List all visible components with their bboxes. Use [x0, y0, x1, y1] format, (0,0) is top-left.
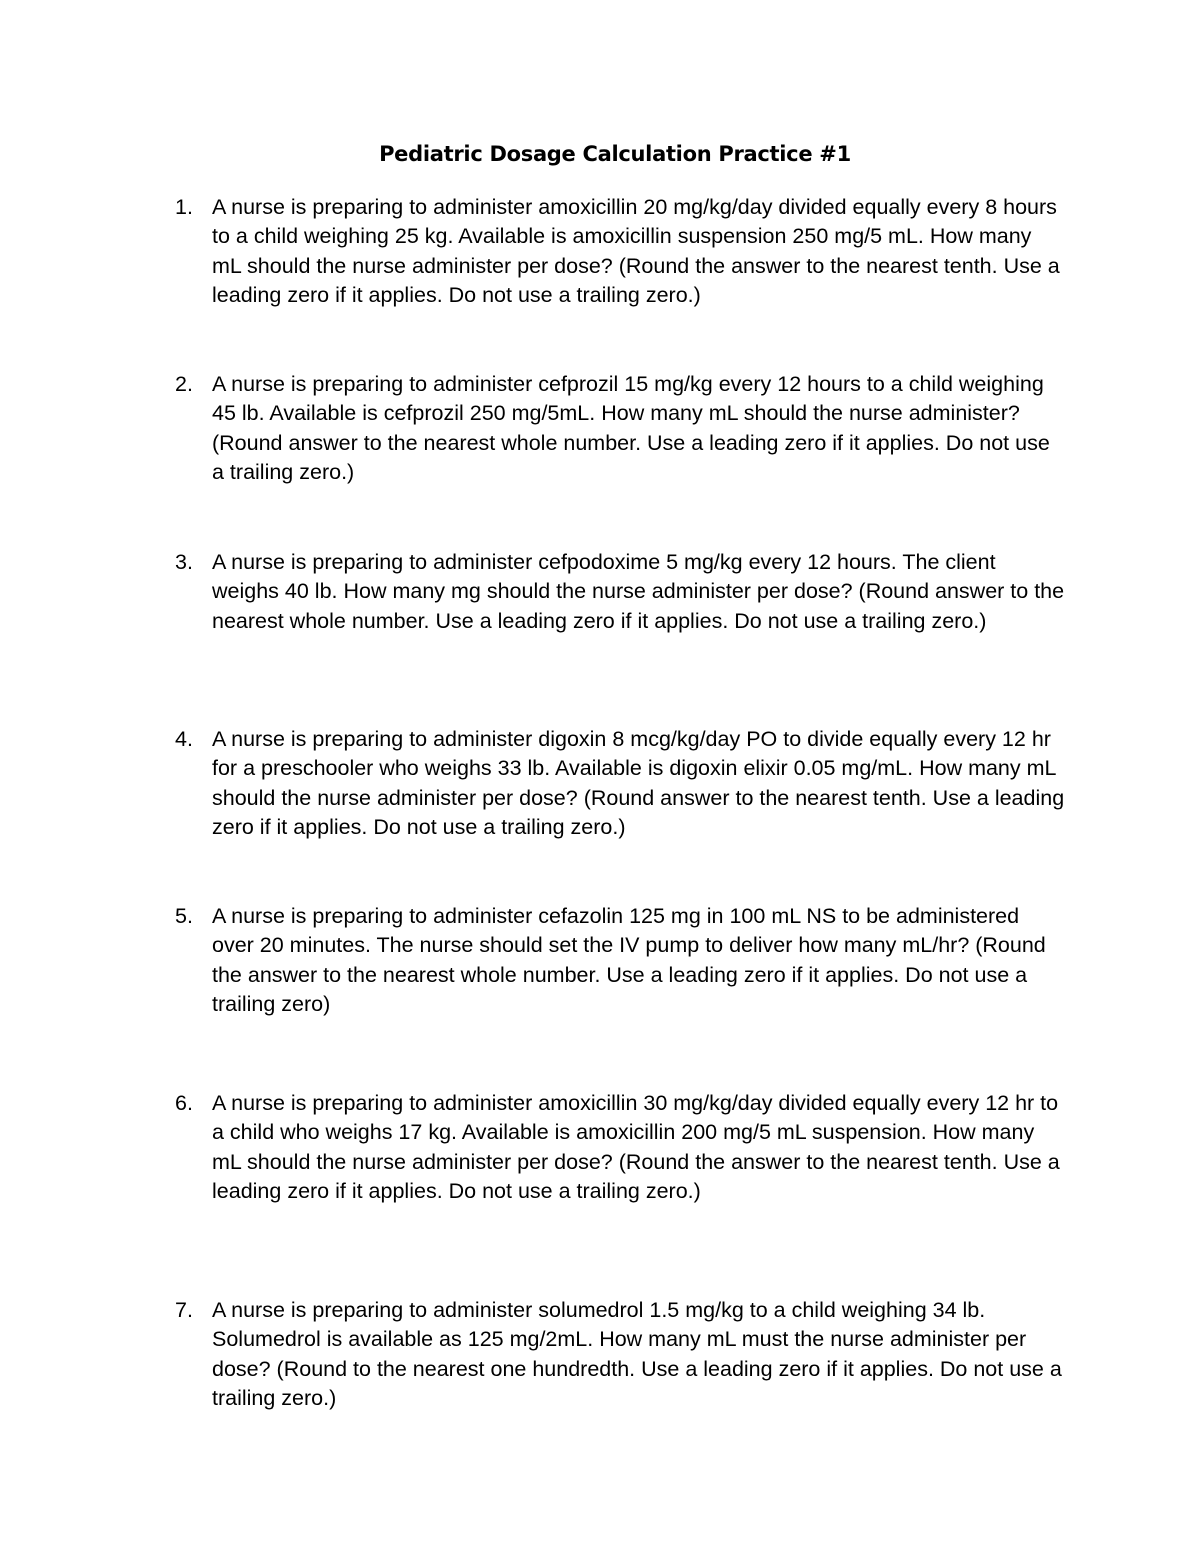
question-text: A nurse is preparing to administer cefazolin 125 mg in 100 mL NS to be administered over 20 minutes. The nurse should set the IV pump to deliver how many mL/hr? (Round the answer to the nearest whole number. Use a leading zero if it applies. Do not use a trailing zero): [212, 904, 1046, 1016]
question-7: [175, 1296, 1065, 1413]
question-text: A nurse is preparing to administer solumedrol 1.5 mg/kg to a child weighing 34 lb. Solumedrol is available as 125 mg/2mL. How many mL must the nurse administer per dose? (Round to the nearest one hundredth. Use a leading zero if it applies. Do not use a trailing zero.): [212, 1298, 1062, 1410]
question-text: A nurse is preparing to administer digoxin 8 mcg/kg/day PO to divide equally every 12 hr for a preschooler who weighs 33 lb. Available is digoxin elixir 0.05 mg/mL. How many mL should the nurse administer per dose? (Round answer to the nearest tenth. Use a leading zero if it applies. Do not use a trailing zero.): [212, 727, 1065, 839]
question-number: 3.: [175, 550, 193, 574]
question-number: 6.: [175, 1091, 193, 1115]
question-number: 1.: [175, 195, 193, 219]
question-text: A nurse is preparing to administer cefprozil 15 mg/kg every 12 hours to a child weighing 45 lb. Available is cefprozil 250 mg/5mL. How many mL should the nurse administer? (Round answer to the nearest whole number. Use a leading zero if it applies. Do not use a trailing zero.): [212, 372, 1050, 484]
question-1: [175, 193, 1065, 310]
question-number: 4.: [175, 727, 193, 751]
question-number: 7.: [175, 1298, 193, 1322]
question-6: [175, 1089, 1065, 1206]
question-text: A nurse is preparing to administer amoxicillin 20 mg/kg/day divided equally every 8 hours to a child weighing 25 kg. Available is amoxicillin suspension 250 mg/5 mL. How many mL should the nurse administer per dose? (Round the answer to the nearest tenth. Use a leading zero if it applies. Do not use a trailing zero.): [212, 195, 1060, 307]
question-text: A nurse is preparing to administer cefpodoxime 5 mg/kg every 12 hours. The client weighs 40 lb. How many mg should the nurse administer per dose? (Round answer to the nearest whole number. Use a leading zero if it applies. Do not use a trailing zero.): [212, 550, 1065, 633]
question-2: [175, 370, 1065, 487]
question-4: [175, 725, 1065, 842]
question-5: [175, 902, 1065, 1019]
question-number: 5.: [175, 904, 193, 928]
question-3: [175, 548, 1065, 636]
question-number: 2.: [175, 372, 193, 396]
question-text: A nurse is preparing to administer amoxicillin 30 mg/kg/day divided equally every 12 hr to a child who weighs 17 kg. Available is amoxicillin 200 mg/5 mL suspension. How many mL should the nurse administer per dose? (Round the answer to the nearest tenth. Use a leading zero if it applies. Do not use a trailing zero.): [212, 1091, 1060, 1203]
page-title: Pediatric Dosage Calculation Practice #1: [379, 142, 851, 166]
